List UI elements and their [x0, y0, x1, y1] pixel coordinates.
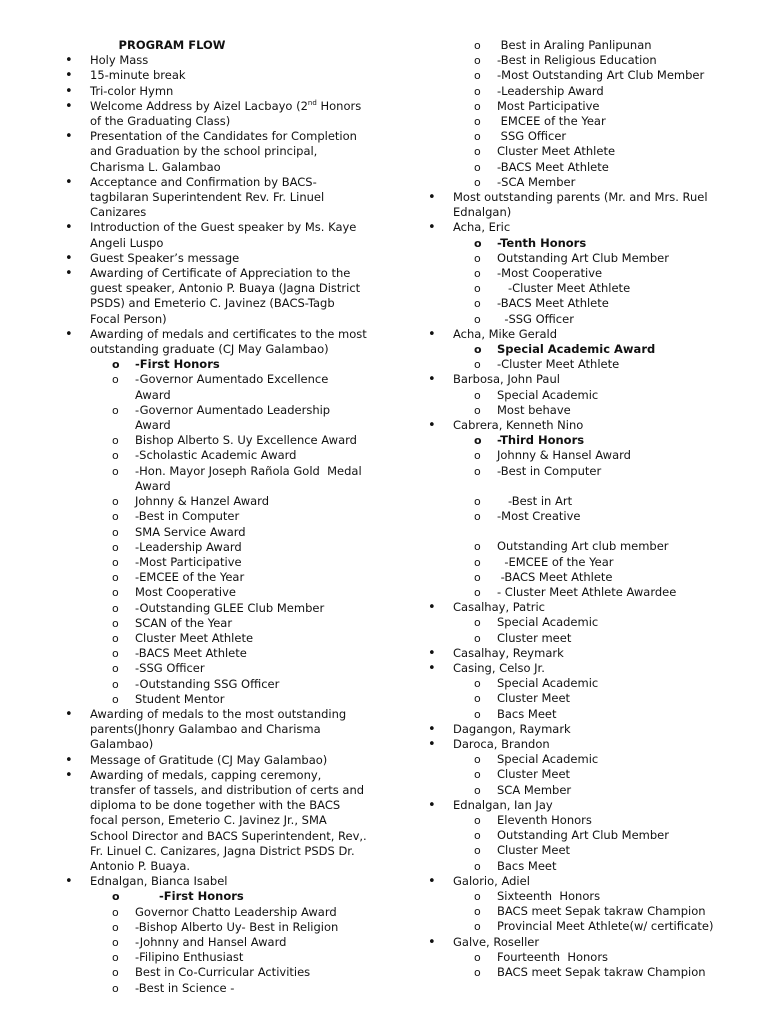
sub-item: o Special Academic: [425, 676, 725, 691]
sub-item: o -Filipino Enthusiast: [62, 950, 367, 965]
sub-item: o -Bishop Alberto Uy- Best in Religion: [62, 920, 367, 935]
sub-item: o -Best in Computer: [425, 464, 725, 479]
sub-item: o -Most Participative: [62, 555, 367, 570]
bullet-item: • Awarding of medals to the most outstanding parents(Jhonry Galambao and Charisma Galambao): [62, 707, 367, 753]
ordinal-suffix: nd: [307, 98, 317, 107]
sub-item: o SCAN of the Year: [62, 616, 367, 631]
sub-item: o -Most Cooperative: [425, 266, 725, 281]
bullet-item: • Acha, Eric: [425, 220, 725, 235]
document-title: PROGRAM FLOW: [118, 38, 226, 52]
sub-item: o Student Mentor: [62, 692, 367, 707]
sub-item: o Provincial Meet Athlete(w/ certificate): [425, 919, 725, 934]
sub-item: o -Outstanding SSG Officer: [62, 677, 367, 692]
sub-item: o -Best in Science -: [62, 981, 367, 996]
sub-item: o - Cluster Meet Athlete Awardee: [425, 585, 725, 600]
bullet-item: • Message of Gratitude (CJ May Galambao): [62, 753, 367, 768]
sub-item: o Cluster Meet: [425, 767, 725, 782]
bullet-item: • Tri-color Hymn: [62, 84, 367, 99]
bullet-item: • Dagangon, Raymark: [425, 722, 725, 737]
bullet-item: • Most outstanding parents (Mr. and Mrs. Ruel Ednalgan): [425, 190, 725, 220]
sub-item: o -Most Outstanding Art Club Member: [425, 68, 725, 83]
sub-item: o -BACS Meet Athlete: [425, 160, 725, 175]
bullet-item: • Awarding of Certificate of Appreciation to the guest speaker, Antonio P. Buaya (Jagna District PSDS) and Emeterio C. Javinez (BACS-Tagb Focal Person): [62, 266, 367, 327]
bullet-item: • Daroca, Brandon: [425, 737, 725, 752]
sub-item: o Special Academic: [425, 388, 725, 403]
blank-line: [425, 479, 725, 494]
sub-item: o Bacs Meet: [425, 859, 725, 874]
bullet-item: • Acceptance and Confirmation by BACS-tagbilaran Superintendent Rev. Fr. Linuel Canizares: [62, 175, 367, 221]
sub-item: o Special Academic: [425, 752, 725, 767]
sub-item: o Outstanding Art club member: [425, 539, 725, 554]
sub-item: o Best in Co-Curricular Activities: [62, 965, 367, 980]
sub-item: o Bacs Meet: [425, 707, 725, 722]
sub-item: o -Cluster Meet Athlete: [425, 357, 725, 372]
bullet-item: • Casalhay, Patric: [425, 600, 725, 615]
sub-item: o Johnny & Hanzel Award: [62, 494, 367, 509]
sub-item: o Cluster Meet Athlete: [62, 631, 367, 646]
sub-item: o Johnny & Hansel Award: [425, 448, 725, 463]
sub-item: o -BACS Meet Athlete: [425, 296, 725, 311]
sub-item: o Most Cooperative: [62, 585, 367, 600]
sub-item: o Most Participative: [425, 99, 725, 114]
sub-item: o Bishop Alberto S. Uy Excellence Award: [62, 433, 367, 448]
sub-item: o Outstanding Art Club Member: [425, 251, 725, 266]
sub-item: o Fourteenth Honors: [425, 950, 725, 965]
sub-item: o -Tenth Honors: [425, 236, 725, 251]
sub-item: o SCA Member: [425, 783, 725, 798]
sub-item: o -Best in Art: [425, 494, 725, 509]
bullet-item: • Welcome Address by Aizel Lacbayo (2nd Honors of the Graduating Class): [62, 99, 367, 129]
bullet-item: • Guest Speaker’s message: [62, 251, 367, 266]
sub-item: o Cluster Meet: [425, 843, 725, 858]
sub-item: o -Leadership Award: [62, 540, 367, 555]
bullet-item: • Casing, Celso Jr.: [425, 661, 725, 676]
program-list-right: [425, 38, 725, 980]
sub-item: o Cluster Meet Athlete: [425, 144, 725, 159]
bullet-item: • Galorio, Adiel: [425, 874, 725, 889]
sub-item: o -SSG Officer: [62, 661, 367, 676]
bullet-item: • Ednalgan, Bianca Isabel: [62, 874, 367, 889]
sub-item: o -BACS Meet Athlete: [425, 570, 725, 585]
bullet-item: • Awarding of medals, capping ceremony, transfer of tassels, and distribution of certs and diploma to be done together with the BACS focal person, Emeterio C. Javinez Jr., SMA School Director and BACS Superintendent, Rev,. Fr. Linuel C. Canizares, Jagna District PSDS Dr. Antonio P. Buaya.: [62, 768, 367, 874]
bullet-item: • Galve, Roseller: [425, 935, 725, 950]
sub-item: o -EMCEE of the Year: [425, 555, 725, 570]
bullet-item: • Barbosa, John Paul: [425, 372, 725, 387]
sub-item: o -Best in Computer: [62, 509, 367, 524]
bullet-item: • Acha, Mike Gerald: [425, 327, 725, 342]
sub-item: o -Best in Religious Education: [425, 53, 725, 68]
sub-item: o -Most Creative: [425, 509, 725, 524]
sub-item: o -SSG Officer: [425, 312, 725, 327]
sub-item: o -Outstanding GLEE Club Member: [62, 601, 367, 616]
bullet-item: • Ednalgan, Ian Jay: [425, 798, 725, 813]
sub-item: o Cluster meet: [425, 631, 725, 646]
sub-item: o -BACS Meet Athlete: [62, 646, 367, 661]
sub-item: o -Scholastic Academic Award: [62, 448, 367, 463]
sub-item: o BACS meet Sepak takraw Champion: [425, 965, 725, 980]
sub-item: o SSG Officer: [425, 129, 725, 144]
sub-item: o Cluster Meet: [425, 691, 725, 706]
sub-item: o -Johnny and Hansel Award: [62, 935, 367, 950]
sub-item: o Governor Chatto Leadership Award: [62, 905, 367, 920]
sub-item: o EMCEE of the Year: [425, 114, 725, 129]
sub-item: o -First Honors: [62, 357, 367, 372]
blank-line: [425, 524, 725, 539]
bullet-item: • Introduction of the Guest speaker by Ms. Kaye Angeli Luspo: [62, 220, 367, 250]
sub-item: o Special Academic Award: [425, 342, 725, 357]
sub-item: o -Governor Aumentado Leadership Award: [62, 403, 367, 433]
sub-item: o BACS meet Sepak takraw Champion: [425, 904, 725, 919]
sub-item: o Most behave: [425, 403, 725, 418]
bullet-item: • Cabrera, Kenneth Nino: [425, 418, 725, 433]
sub-item: o -First Honors: [62, 889, 367, 904]
sub-item: o -Leadership Award: [425, 84, 725, 99]
right-column: [425, 38, 725, 980]
sub-item: o -Third Honors: [425, 433, 725, 448]
program-list-left: [62, 53, 371, 996]
sub-item: o Best in Araling Panlipunan: [425, 38, 725, 53]
sub-item: o Special Academic: [425, 615, 725, 630]
bullet-item: • Presentation of the Candidates for Completion and Graduation by the school principal, Charisma L. Galambao: [62, 129, 367, 175]
bullet-item: • Holy Mass: [62, 53, 367, 68]
sub-item: o Outstanding Art Club Member: [425, 828, 725, 843]
sub-item: o -Governor Aumentado Excellence Award: [62, 372, 367, 402]
sub-item: o -Cluster Meet Athlete: [425, 281, 725, 296]
bullet-item: • Casalhay, Reymark: [425, 646, 725, 661]
sub-item: o -EMCEE of the Year: [62, 570, 367, 585]
bullet-item: • Awarding of medals and certificates to the most outstanding graduate (CJ May Galambao): [62, 327, 367, 357]
sub-item: o -Hon. Mayor Joseph Rañola Gold Medal Award: [62, 464, 367, 494]
left-column: [62, 38, 371, 996]
sub-item: o Eleventh Honors: [425, 813, 725, 828]
sub-item: o SMA Service Award: [62, 525, 367, 540]
sub-item: o -SCA Member: [425, 175, 725, 190]
bullet-item: • 15-minute break: [62, 68, 367, 83]
sub-item: o Sixteenth Honors: [425, 889, 725, 904]
